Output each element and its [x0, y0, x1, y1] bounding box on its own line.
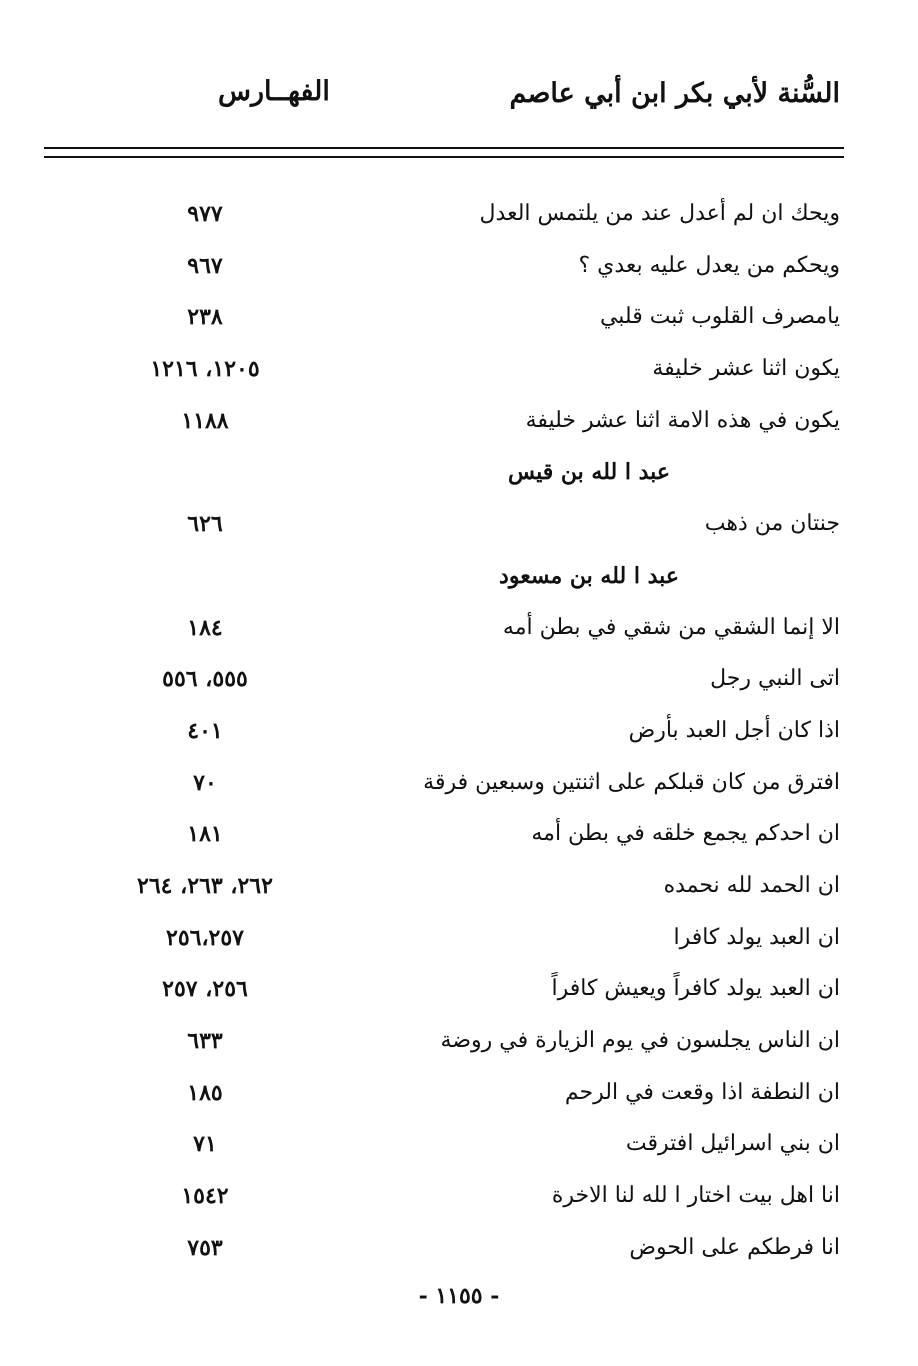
entry-text: يكون في هذه الامة اثنا عشر خليفة: [525, 407, 840, 433]
entry-text: يكون اثنا عشر خليفة: [652, 356, 840, 382]
index-entry: [0, 867, 918, 919]
header-rule-top: [44, 147, 844, 149]
entry-page-numbers: ١٥٤٢: [181, 1183, 229, 1210]
entry-page-numbers: ٩٧٧: [187, 201, 223, 227]
entry-text: ان النطفة اذا وقعت في الرحم: [564, 1079, 840, 1105]
entry-page-numbers: ٢٥٦،٢٥٧: [166, 924, 244, 951]
entry-page-numbers: ٧٠: [193, 769, 217, 796]
entry-page-numbers: ٧٥٣: [187, 1234, 223, 1261]
index-entry: [0, 815, 918, 867]
index-entry: [0, 1177, 918, 1229]
section-heading-text: عبد ا لله بن قيس: [508, 459, 670, 486]
index-entry: [0, 505, 918, 557]
index-entry: [0, 1022, 918, 1074]
entry-page-numbers: ٥٥٥، ٥٥٦: [162, 666, 248, 693]
entry-text: ويحك ان لم أعدل عند من يلتمس العدل: [479, 201, 840, 226]
entry-page-numbers: ٢٣٨: [187, 304, 223, 331]
index-entry: [0, 350, 918, 402]
index-entry: [0, 247, 918, 299]
entry-text: ان بني اسرائيل افترقت: [625, 1131, 840, 1157]
entry-page-numbers: ١٨٤: [187, 614, 223, 641]
index-entry: [0, 195, 918, 247]
index-entry: [0, 712, 918, 764]
entry-text: ان الحمد لله نحمده: [663, 872, 840, 898]
section-heading-text: عبد ا لله بن مسعود: [499, 562, 679, 589]
index-entry: [0, 402, 918, 454]
index-entry: [0, 609, 918, 661]
index-entries: [0, 195, 918, 1280]
entry-text: اتى النبي رجل: [710, 666, 840, 692]
index-section-heading: [0, 453, 918, 505]
entry-text: جنتان من ذهب: [704, 511, 840, 537]
entry-page-numbers: ١٢٠٥، ١٢١٦: [150, 356, 260, 383]
index-entry: [0, 298, 918, 350]
page-number: - ١١٥٥ -: [418, 1283, 500, 1309]
entry-page-numbers: ٢٥٦، ٢٥٧: [162, 976, 248, 1003]
entry-text: ان احدكم يجمع خلقه في بطن أمه: [531, 821, 840, 847]
header-rule-bottom: [44, 156, 844, 158]
entry-page-numbers: ١٨١: [187, 821, 223, 848]
entry-text: يامصرف القلوب ثبت قلبي: [599, 304, 840, 330]
book-title: السُّنة لأبي بكر ابن أبي عاصم: [509, 78, 840, 109]
index-entry: [0, 1074, 918, 1126]
index-entry: [0, 660, 918, 712]
entry-page-numbers: ٤٠١: [187, 717, 223, 744]
entry-text: اذا كان أجل العبد بأرض: [628, 717, 840, 743]
entry-text: ان العبد يولد كافرا: [673, 924, 840, 950]
entry-text: افترق من كان قبلكم على اثنتين وسبعين فرقة: [423, 769, 840, 795]
entry-page-numbers: ٩٦٧: [187, 252, 223, 279]
index-entry: [0, 919, 918, 971]
index-entry: [0, 764, 918, 816]
entry-page-numbers: ٧١: [193, 1131, 217, 1158]
index-section-heading: [0, 557, 918, 609]
entry-text: ان العبد يولد كافراً ويعيش كافراً: [551, 976, 840, 1002]
index-entry: [0, 970, 918, 1022]
entry-text: انا اهل بيت اختار ا لله لنا الاخرة: [551, 1183, 840, 1209]
entry-text: الا إنما الشقي من شقي في بطن أمه: [502, 614, 840, 640]
entry-page-numbers: ٢٦٢، ٢٦٣، ٢٦٤: [137, 872, 273, 899]
entry-text: انا فرطكم على الحوض: [629, 1234, 840, 1260]
entry-page-numbers: ٦٣٣: [187, 1028, 223, 1054]
index-entry: [0, 1229, 918, 1281]
entry-page-numbers: ١٨٥: [187, 1079, 223, 1106]
entry-text: ويحكم من يعدل عليه بعدي ؟: [578, 252, 840, 278]
entry-text: ان الناس يجلسون في يوم الزيارة في روضة: [440, 1028, 840, 1053]
index-entry: [0, 1125, 918, 1177]
entry-page-numbers: ٦٢٦: [187, 511, 223, 538]
entry-page-numbers: ١١٨٨: [181, 407, 229, 434]
section-title: الفهــارس: [218, 76, 330, 107]
